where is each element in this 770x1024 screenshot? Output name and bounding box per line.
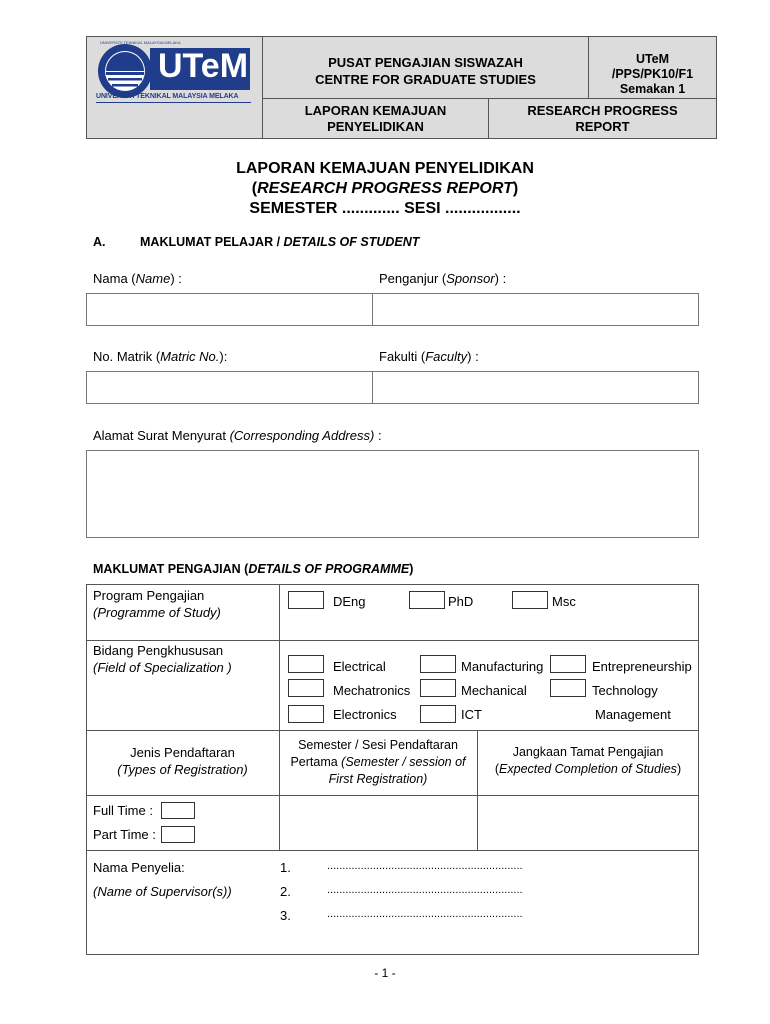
logo-arc-text: UNIVERSITI TEKNIKAL MALAYSIA MELAKA xyxy=(100,40,181,45)
matric-label: No. Matrik (Matric No.): xyxy=(93,349,228,364)
report-malay-cell xyxy=(262,98,489,139)
address-label: Alamat Surat Menyurat (Corresponding Address) : xyxy=(93,428,382,443)
supervisor-num-3: 3. xyxy=(280,908,291,923)
first-reg-heading: Semester / Sesi Pendaftaran Pertama (Semester / session of First Registration) xyxy=(290,738,466,786)
study-label: Program Pengajian (Programme of Study) xyxy=(93,588,221,620)
supervisor-label-en: (Name of Supervisor(s)) xyxy=(93,884,232,899)
supervisor-num-1: 1. xyxy=(280,860,291,875)
sponsor-label: Penganjur (Sponsor) : xyxy=(379,271,507,286)
programme-title: MAKLUMAT PENGAJIAN (DETAILS OF PROGRAMME) xyxy=(93,562,414,576)
phd-checkbox[interactable] xyxy=(409,591,445,609)
report-english-cell xyxy=(488,98,717,139)
mechatronics-label: Mechatronics xyxy=(333,683,411,698)
faculty-field[interactable] xyxy=(372,371,699,404)
logo-underline xyxy=(96,102,251,103)
address-field[interactable] xyxy=(86,450,699,538)
name-field[interactable] xyxy=(86,293,373,326)
supervisor-line-2[interactable]: ................................................................ xyxy=(327,884,523,896)
section-a-title: MAKLUMAT PELAJAR / DETAILS OF STUDENT xyxy=(140,235,420,249)
name-label: Nama (Name) : xyxy=(93,271,182,286)
entrepreneurship-checkbox[interactable] xyxy=(550,679,586,697)
manufacturing-checkbox[interactable] xyxy=(420,655,456,673)
code-line2: /PPS/PK10/F1 xyxy=(611,67,694,81)
ict-label: ICT xyxy=(461,707,482,722)
phd-label: PhD xyxy=(448,594,474,609)
supervisor-line-1[interactable]: ................................................................ xyxy=(327,860,523,872)
centre-cell xyxy=(262,36,589,99)
table-divider-v1 xyxy=(279,584,280,851)
report-english-line2: REPORT xyxy=(575,119,630,134)
logo-wordmark: UTeM xyxy=(158,47,249,85)
report-malay-line1: LAPORAN KEMAJUAN xyxy=(304,103,447,118)
report-english-line1: RESEARCH PROGRESS xyxy=(527,103,678,118)
page-number: - 1 - xyxy=(374,966,396,980)
report-malay-line2: PENYELIDIKAN xyxy=(327,119,424,134)
centre-line2: CENTRE FOR GRADUATE STUDIES xyxy=(315,72,536,87)
part-time-checkbox[interactable] xyxy=(161,826,195,843)
mechanical-checkbox[interactable] xyxy=(420,679,456,697)
electronics-checkbox[interactable] xyxy=(288,705,324,723)
manufacturing-label: Manufacturing xyxy=(461,659,544,674)
part-time-label: Part Time : xyxy=(93,827,156,842)
sponsor-field[interactable] xyxy=(372,293,699,326)
table-divider-h3 xyxy=(86,795,699,796)
mechatronics-checkbox[interactable] xyxy=(288,679,324,697)
title-line3: SEMESTER ............. SESI ................. xyxy=(249,200,521,217)
deng-label: DEng xyxy=(333,594,366,609)
reg-type-heading: Jenis Pendaftaran (Types of Registration) xyxy=(117,745,248,777)
title-line2: (RESEARCH PROGRESS REPORT) xyxy=(251,180,519,197)
tech-management-line1: Entrepreneurship xyxy=(592,659,692,674)
completion-heading: Jangkaan Tamat Pengajian (Expected Completion of Studies) xyxy=(494,745,682,776)
code-line1: UTeM xyxy=(635,52,670,66)
table-divider-h2 xyxy=(86,730,699,731)
supervisor-label: Nama Penyelia: xyxy=(93,860,185,875)
tech-management-checkbox[interactable] xyxy=(550,655,586,673)
msc-label: Msc xyxy=(552,594,576,609)
title-line1: LAPORAN KEMAJUAN PENYELIDIKAN xyxy=(236,160,534,177)
full-time-label: Full Time : xyxy=(93,803,153,818)
electronics-label: Electronics xyxy=(333,707,397,722)
code-line3: Semakan 1 xyxy=(619,82,686,96)
tech-management-line3: Management xyxy=(595,707,671,722)
table-divider-h4 xyxy=(86,850,699,851)
tech-management-line2: Technology xyxy=(592,683,658,698)
matric-field[interactable] xyxy=(86,371,373,404)
electrical-checkbox[interactable] xyxy=(288,655,324,673)
electrical-label: Electrical xyxy=(333,659,386,674)
msc-checkbox[interactable] xyxy=(512,591,548,609)
logo-subtext: UNIVERSITI TEKNIKAL MALAYSIA MELAKA xyxy=(96,93,239,100)
supervisor-num-2: 2. xyxy=(280,884,291,899)
faculty-label: Fakulti (Faculty) : xyxy=(379,349,479,364)
mechanical-label: Mechanical xyxy=(461,683,527,698)
full-time-checkbox[interactable] xyxy=(161,802,195,819)
page-title xyxy=(0,159,770,219)
ict-checkbox[interactable] xyxy=(420,705,456,723)
field-label: Bidang Pengkhususan (Field of Specialization ) xyxy=(93,643,232,675)
centre-line1: PUSAT PENGAJIAN SISWAZAH xyxy=(328,55,523,70)
table-divider-h1 xyxy=(86,640,699,641)
supervisor-line-3[interactable]: ................................................................ xyxy=(327,908,523,920)
code-cell xyxy=(588,36,717,99)
section-a-letter: A. xyxy=(93,235,106,249)
deng-checkbox[interactable] xyxy=(288,591,324,609)
